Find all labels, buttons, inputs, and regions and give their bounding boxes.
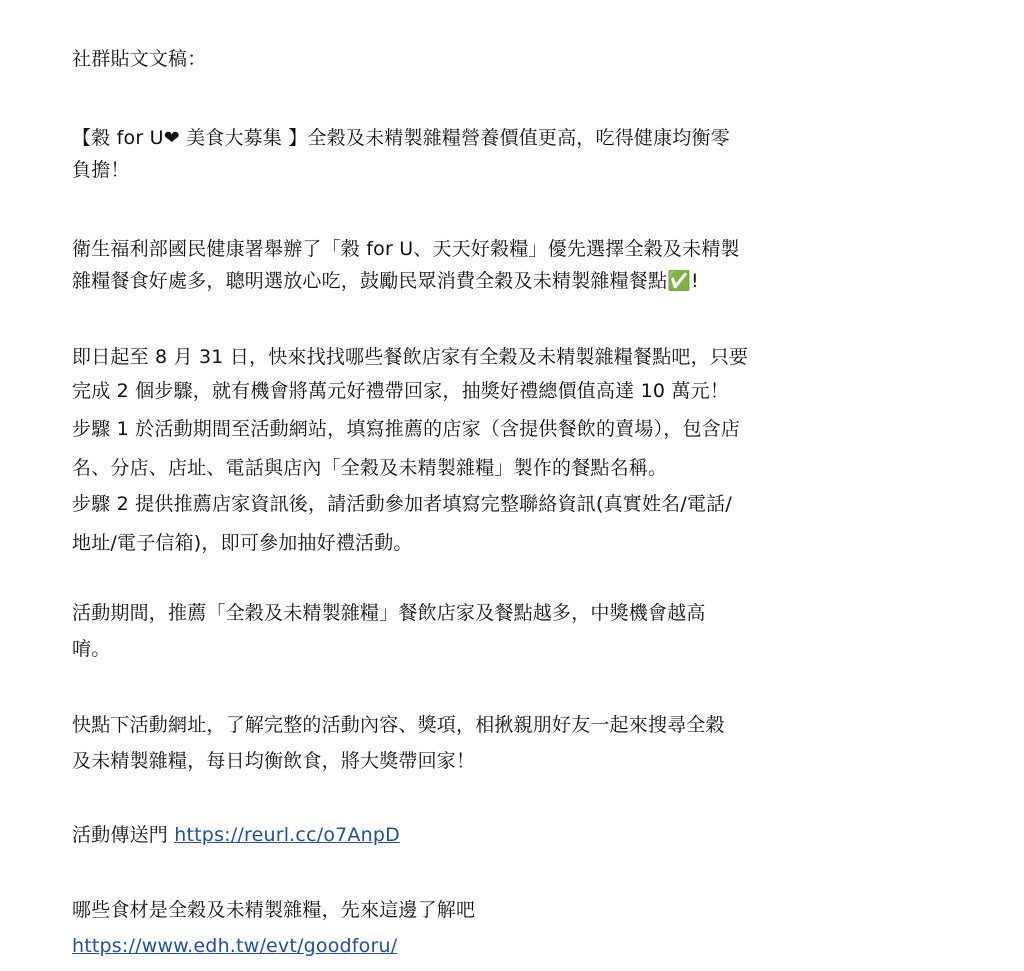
step1-line-1: 步驟 1 於活動期間至活動網站，填寫推薦的店家（含提供餐飲的賣場），包含店 [72,418,741,440]
step1-line-2: 名、分店、店址、電話與店內「全穀及未精製雜糧」製作的餐點名稱。 [72,457,668,479]
document-heading: 社群貼文文稿： [72,48,207,70]
period-line-2: 完成 2 個步驟，就有機會將萬元好禮帶回家，抽獎好禮總價值高達 10 萬元！ [72,380,730,402]
learn-line: 哪些食材是全穀及未精製雜糧，先來這邊了解吧 [72,899,476,921]
portal-label: 活動傳送門 [72,824,169,846]
cta-line-2: 及未精製雜糧，每日均衡飲食，將大獎帶回家！ [72,750,476,772]
title-line-2: 負擔！ [72,159,130,181]
period-line-1: 即日起至 8 月 31 日，快來找找哪些餐飲店家有全穀及未精製雜糧餐點吧，只要 [72,346,749,368]
intro-line-2: 雜糧餐食好處多，聰明選放心吃，鼓勵民眾消費全穀及未精製雜糧餐點✅! [72,270,699,292]
learn-link[interactable]: https://www.edh.tw/evt/goodforu/ [72,935,398,957]
intro-line-1: 衛生福利部國民健康署舉辦了「穀 for U、天天好穀糧」優先選擇全穀及未精製 [72,238,740,260]
cta-line-1: 快點下活動網址，了解完整的活動內容、獎項，相揪親朋好友一起來搜尋全穀 [72,714,725,736]
title-line-1: 【穀 for U❤ 美食大募集 】全穀及未精製雜糧營養價值更高，吃得健康均衡零 [72,127,730,149]
more-line-1: 活動期間，推薦「全穀及未精製雜糧」餐飲店家及餐點越多，中獎機會越高 [72,602,706,624]
portal-line [72,822,400,848]
step2-line-1: 步驟 2 提供推薦店家資訊後，請活動參加者填寫完整聯絡資訊(真實姓名/電話/ [72,493,732,515]
more-line-2: 唷。 [72,638,111,660]
portal-link[interactable]: https://reurl.cc/o7AnpD [174,824,400,846]
step2-line-2: 地址/電子信箱)，即可參加抽好禮活動。 [72,532,413,554]
learn-link-line [72,933,397,959]
